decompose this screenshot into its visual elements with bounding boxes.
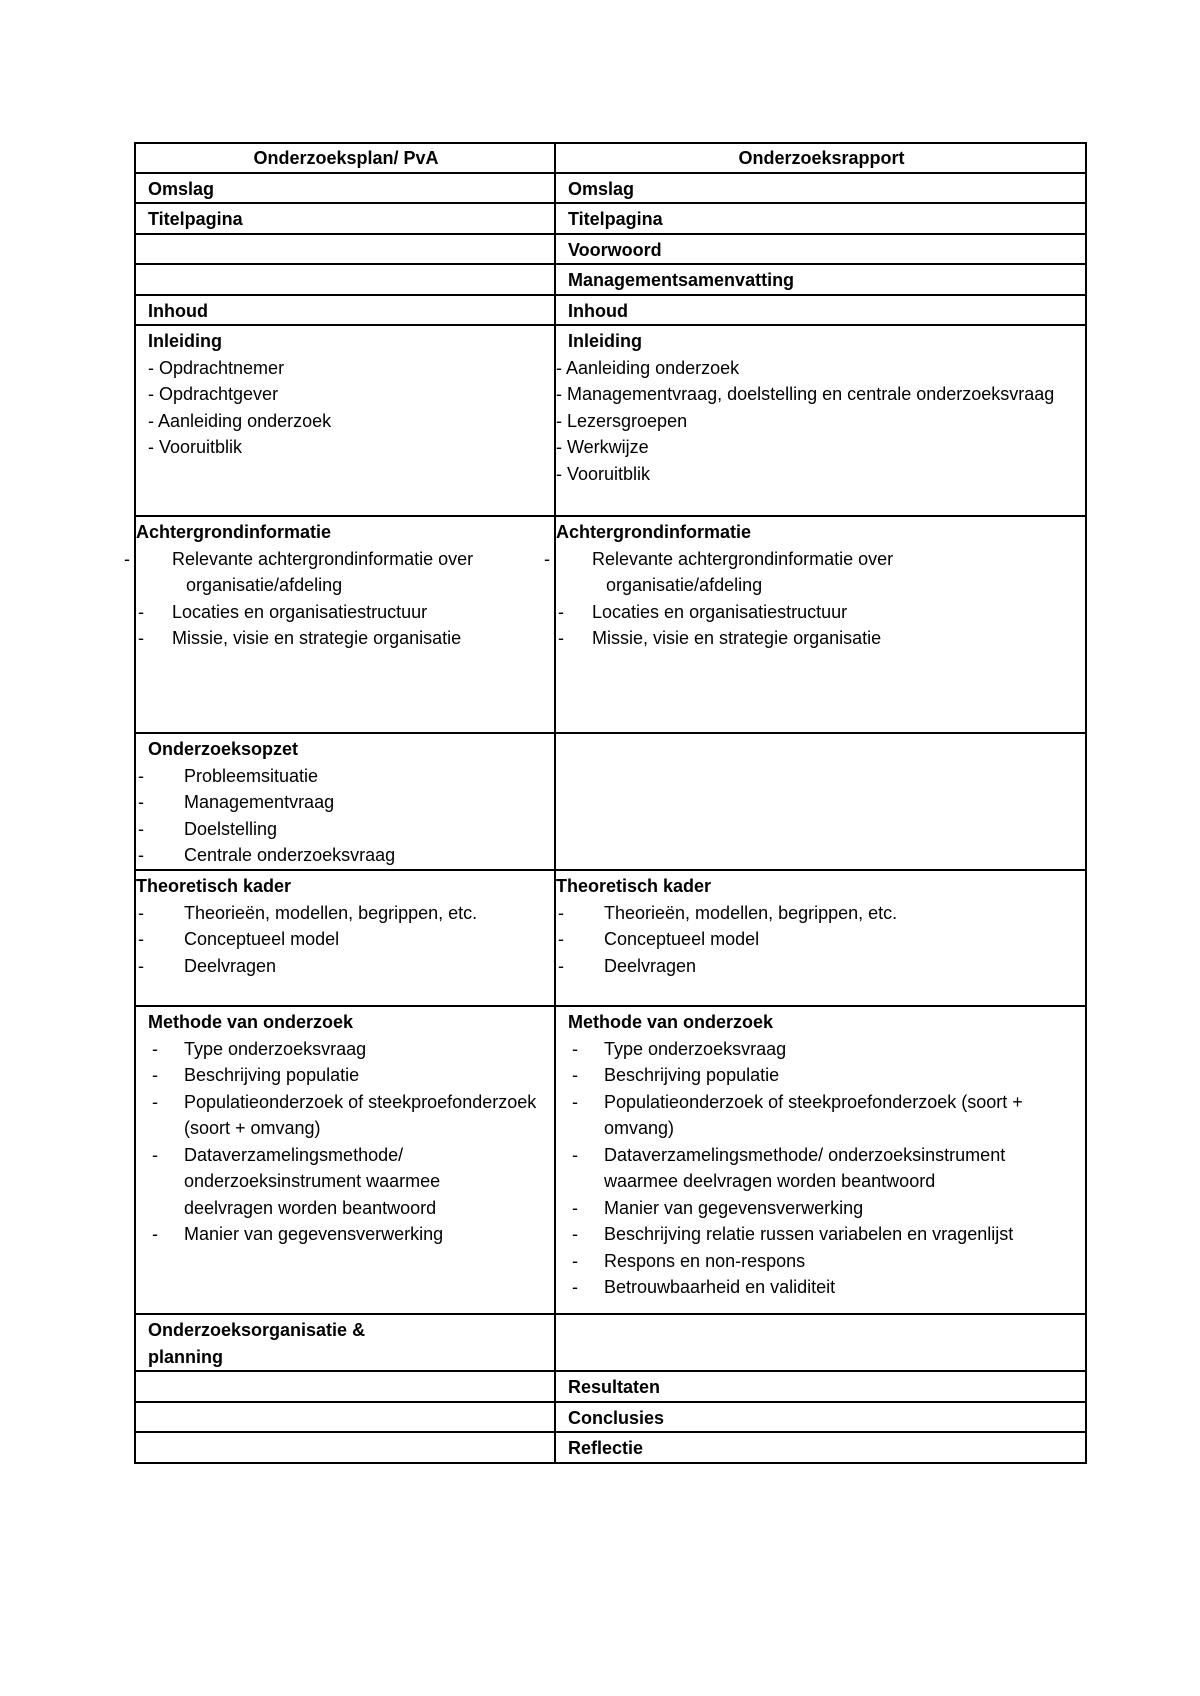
cell-titelpagina-left: Titelpagina bbox=[135, 203, 555, 234]
section-title: Inleiding bbox=[148, 331, 222, 351]
section-title: Achtergrondinformatie bbox=[136, 522, 332, 542]
list-item: - Deelvragen bbox=[568, 953, 1075, 980]
list-item: - Manier van gegevensverwerking bbox=[568, 1195, 1075, 1222]
cell-onderzoeksorganisatie-left bbox=[135, 1314, 555, 1371]
list-item: - Type onderzoeksvraag bbox=[568, 1036, 1075, 1063]
cell-empty-right bbox=[555, 733, 1086, 870]
list bbox=[148, 1036, 544, 1248]
table-row bbox=[135, 325, 1086, 516]
cell-inhoud-left: Inhoud bbox=[135, 295, 555, 326]
section-title: Achtergrondinformatie bbox=[556, 522, 752, 542]
list-item: - Missie, visie en strategie organisatie bbox=[148, 625, 530, 652]
list bbox=[148, 355, 544, 461]
list-item: - Manier van gegevensverwerking bbox=[148, 1221, 544, 1248]
list-item: - Vooruitblik bbox=[148, 434, 544, 461]
cell-achtergrond-right bbox=[555, 516, 1086, 733]
list-item: - Deelvragen bbox=[148, 953, 544, 980]
cell-reflectie-right: Reflectie bbox=[555, 1432, 1086, 1463]
list-item: - Populatieonderzoek of steekproefonderzoek (soort + omvang) bbox=[148, 1089, 544, 1142]
section-title: Methode van onderzoek bbox=[148, 1012, 354, 1032]
cell-empty-left bbox=[135, 264, 555, 295]
list-item: - Relevante achtergrondinformatie over organisatie/afdeling bbox=[148, 546, 530, 599]
list-item: - Managementvraag bbox=[148, 789, 544, 816]
list-item: - Beschrijving relatie russen variabelen en vragenlijst bbox=[568, 1221, 1075, 1248]
cell-onderzoeksopzet-left bbox=[135, 733, 555, 870]
table-row bbox=[135, 1402, 1086, 1433]
list-item: - Lezersgroepen bbox=[556, 408, 1075, 435]
table-row bbox=[135, 516, 1086, 733]
list-item: - Beschrijving populatie bbox=[148, 1062, 544, 1089]
cell-titelpagina-right: Titelpagina bbox=[555, 203, 1086, 234]
list-item: - Dataverzamelingsmethode/ onderzoeksinstrument waarmee deelvragen worden beantwoord bbox=[148, 1142, 544, 1222]
table-header-row bbox=[135, 143, 1086, 173]
section-title: Onderzoeksorganisatie & planning bbox=[148, 1320, 366, 1367]
list-item: - Betrouwbaarheid en validiteit bbox=[568, 1274, 1075, 1301]
cell-empty-left bbox=[135, 1371, 555, 1402]
header-onderzoeksplan: Onderzoeksplan/ PvA bbox=[135, 143, 555, 173]
table-row bbox=[135, 870, 1086, 1006]
table-row bbox=[135, 1006, 1086, 1314]
list-item: - Werkwijze bbox=[556, 434, 1075, 461]
list bbox=[568, 900, 1075, 980]
list bbox=[568, 1036, 1075, 1301]
list bbox=[148, 546, 530, 652]
table-row bbox=[135, 264, 1086, 295]
cell-omslag-right: Omslag bbox=[555, 173, 1086, 204]
list-item: - Conceptueel model bbox=[568, 926, 1075, 953]
cell-empty-left bbox=[135, 1432, 555, 1463]
table-row bbox=[135, 203, 1086, 234]
list-item: - Vooruitblik bbox=[556, 461, 1075, 488]
list bbox=[148, 900, 544, 980]
cell-theoretisch-right bbox=[555, 870, 1086, 1006]
cell-resultaten-right: Resultaten bbox=[555, 1371, 1086, 1402]
cell-inleiding-left bbox=[135, 325, 555, 516]
list-item: - Relevante achtergrondinformatie over organisatie/afdeling bbox=[568, 546, 1075, 599]
cell-inleiding-right bbox=[555, 325, 1086, 516]
list bbox=[568, 546, 1075, 652]
cell-empty-right bbox=[555, 1314, 1086, 1371]
cell-conclusies-right: Conclusies bbox=[555, 1402, 1086, 1433]
cell-theoretisch-left bbox=[135, 870, 555, 1006]
header-onderzoeksrapport: Onderzoeksrapport bbox=[555, 143, 1086, 173]
list bbox=[148, 763, 544, 869]
section-title: Methode van onderzoek bbox=[568, 1012, 774, 1032]
list-item: - Aanleiding onderzoek bbox=[556, 355, 1075, 382]
list-item: - Locaties en organisatiestructuur bbox=[148, 599, 530, 626]
list-item: - Locaties en organisatiestructuur bbox=[568, 599, 1075, 626]
list-item: - Probleemsituatie bbox=[148, 763, 544, 790]
list-item: - Opdrachtgever bbox=[148, 381, 544, 408]
table-row bbox=[135, 234, 1086, 265]
cell-managementsamenvatting-right: Managementsamenvatting bbox=[555, 264, 1086, 295]
table-row bbox=[135, 173, 1086, 204]
list-item: - Dataverzamelingsmethode/ onderzoeksinstrument waarmee deelvragen worden beantwoord bbox=[568, 1142, 1075, 1195]
table-row bbox=[135, 733, 1086, 870]
cell-achtergrond-left bbox=[135, 516, 555, 733]
list-item: - Centrale onderzoeksvraag bbox=[148, 842, 544, 869]
list-item: - Beschrijving populatie bbox=[568, 1062, 1075, 1089]
list-item: - Populatieonderzoek of steekproefonderzoek (soort + omvang) bbox=[568, 1089, 1075, 1142]
section-title: Theoretisch kader bbox=[136, 876, 292, 896]
section-title: Theoretisch kader bbox=[556, 876, 712, 896]
list-item: - Respons en non-respons bbox=[568, 1248, 1075, 1275]
section-title: Inleiding bbox=[568, 331, 642, 351]
section-title: Onderzoeksopzet bbox=[148, 739, 299, 759]
list-item: - Aanleiding onderzoek bbox=[148, 408, 544, 435]
list bbox=[568, 355, 1075, 488]
list-item: - Theorieën, modellen, begrippen, etc. bbox=[148, 900, 544, 927]
list-item: - Theorieën, modellen, begrippen, etc. bbox=[568, 900, 1075, 927]
cell-methode-right bbox=[555, 1006, 1086, 1314]
cell-empty-left bbox=[135, 1402, 555, 1433]
cell-voorwoord-right: Voorwoord bbox=[555, 234, 1086, 265]
list-item: - Conceptueel model bbox=[148, 926, 544, 953]
list-item: - Doelstelling bbox=[148, 816, 544, 843]
cell-empty-left bbox=[135, 234, 555, 265]
table-row bbox=[135, 1314, 1086, 1371]
list-item: - Opdrachtnemer bbox=[148, 355, 544, 382]
table-row bbox=[135, 1371, 1086, 1402]
list-item: - Missie, visie en strategie organisatie bbox=[568, 625, 1075, 652]
comparison-table bbox=[134, 142, 1087, 1464]
cell-omslag-left: Omslag bbox=[135, 173, 555, 204]
table-row bbox=[135, 295, 1086, 326]
list-item: - Type onderzoeksvraag bbox=[148, 1036, 544, 1063]
cell-inhoud-right: Inhoud bbox=[555, 295, 1086, 326]
table-row bbox=[135, 1432, 1086, 1463]
cell-methode-left bbox=[135, 1006, 555, 1314]
list-item: - Managementvraag, doelstelling en centrale onderzoeksvraag bbox=[556, 381, 1075, 408]
